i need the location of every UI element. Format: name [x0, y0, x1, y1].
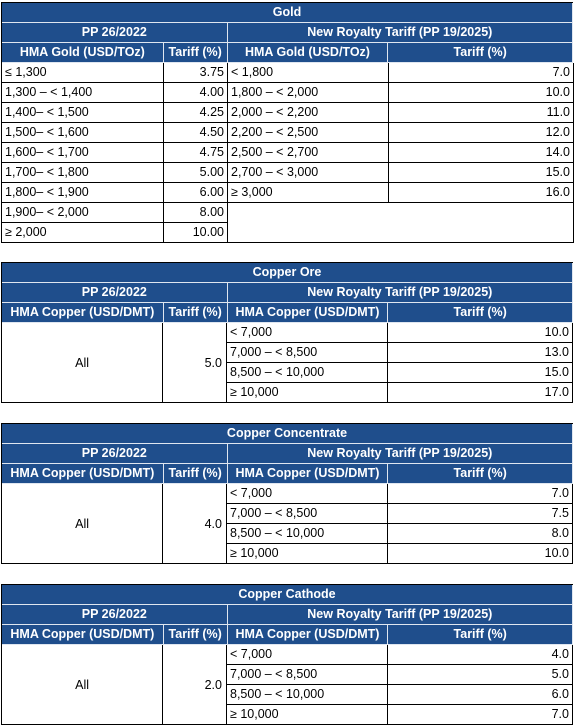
tariff-cell: 6.0: [388, 685, 573, 705]
tariff-cell: 15.0: [389, 163, 574, 183]
copper-ore-old-tariff: [163, 323, 227, 403]
table-row: [227, 484, 573, 504]
tariff-cell: 10.0: [389, 83, 574, 103]
tariff-cell: 6.00: [164, 183, 228, 203]
table-row: [227, 705, 573, 725]
range-cell: < 7,000: [227, 484, 388, 504]
copper-ore-old-regulation: PP 26/2022: [2, 283, 228, 303]
gold-table: [1, 2, 573, 243]
tariff-cell: 5.00: [164, 163, 228, 183]
tariff-cell: 4.50: [164, 123, 228, 143]
copper-concentrate-new-rows: [227, 484, 573, 564]
table-row: [227, 323, 573, 343]
copper-ore-old-range: [2, 323, 163, 403]
copper-concentrate-old-tariff: [163, 484, 227, 564]
range-cell: 1,800– < 1,900: [2, 183, 164, 203]
tariff-cell: 7.0: [389, 63, 574, 83]
table-row: [227, 343, 573, 363]
range-cell: ≥ 10,000: [227, 705, 388, 725]
copper-cathode-old-hma-header: HMA Copper (USD/DMT): [2, 625, 164, 645]
copper-cathode-new-regulation: New Royalty Tariff (PP 19/2025): [228, 605, 573, 625]
copper-cathode-old-range: [2, 645, 163, 725]
tariff-cell: 4.00: [164, 83, 228, 103]
table-row: [228, 163, 574, 183]
copper-concentrate-old-hma-header: HMA Copper (USD/DMT): [2, 464, 164, 484]
copper-cathode-title: Copper Cathode: [2, 585, 573, 605]
table-row: [227, 363, 573, 383]
tariff-cell: 17.0: [388, 383, 573, 403]
range-cell: 2,000 – < 2,200: [228, 103, 389, 123]
range-cell: ≥ 2,000: [2, 223, 164, 243]
tariff-cell: 12.0: [389, 123, 574, 143]
table-row: [228, 183, 574, 203]
tariff-cell: 7.0: [388, 705, 573, 725]
range-cell: 2,500 – < 2,700: [228, 143, 389, 163]
table-row: [2, 183, 228, 203]
tariff-cell: 15.0: [388, 363, 573, 383]
copper-concentrate-new-tariff-header: Tariff (%): [388, 464, 573, 484]
copper-cathode-new-rows: [227, 645, 573, 725]
tariff-cell: 7.5: [388, 504, 573, 524]
tariff-value: 4.0: [204, 516, 222, 531]
table-row: [2, 223, 228, 243]
range-cell: 1,400– < 1,500: [2, 103, 164, 123]
range-cell: 1,700– < 1,800: [2, 163, 164, 183]
tariff-cell: 10.00: [164, 223, 228, 243]
range-cell: 8,500 – < 10,000: [227, 685, 388, 705]
tariff-cell: 3.75: [164, 63, 228, 83]
table-row: [228, 123, 574, 143]
table-row: [227, 524, 573, 544]
copper-concentrate-old-tariff-header: Tariff (%): [164, 464, 228, 484]
range-cell: ≤ 1,300: [2, 63, 164, 83]
range-cell: 1,500– < 1,600: [2, 123, 164, 143]
range-cell: 2,700 – < 3,000: [228, 163, 389, 183]
tariff-cell: 16.0: [389, 183, 574, 203]
copper-concentrate-old-regulation: PP 26/2022: [2, 444, 228, 464]
table-row: [227, 665, 573, 685]
copper-cathode-old-regulation: PP 26/2022: [2, 605, 228, 625]
tariff-cell: 8.0: [388, 524, 573, 544]
range-cell: 1,900– < 2,000: [2, 203, 164, 223]
table-row: [228, 83, 574, 103]
copper-ore-old-hma-header: HMA Copper (USD/DMT): [2, 303, 164, 323]
range-cell: 1,600– < 1,700: [2, 143, 164, 163]
copper-ore-new-tariff-header: Tariff (%): [388, 303, 573, 323]
tariff-value: 5.0: [204, 355, 222, 370]
gold-title: Gold: [2, 3, 573, 23]
copper-concentrate-title: Copper Concentrate: [2, 424, 573, 444]
copper-ore-old-tariff-header: Tariff (%): [164, 303, 228, 323]
range-cell: 7,000 – < 8,500: [227, 343, 388, 363]
tariff-cell: 4.0: [388, 645, 573, 665]
table-row: [2, 143, 228, 163]
copper-cathode-old-tariff: [163, 645, 227, 725]
table-row: [227, 383, 573, 403]
table-row: [227, 645, 573, 665]
table-row: [2, 163, 228, 183]
range-cell: < 7,000: [227, 645, 388, 665]
tariff-cell: 4.25: [164, 103, 228, 123]
copper-cathode-table: [1, 584, 573, 725]
range-cell: ≥ 10,000: [227, 544, 388, 564]
gold-new-rows: [228, 63, 574, 243]
table-row: [2, 203, 228, 223]
tariff-cell: 11.0: [389, 103, 574, 123]
range-cell: ≥ 3,000: [228, 183, 389, 203]
tariff-cell: 5.0: [388, 665, 573, 685]
table-row: [2, 83, 228, 103]
table-row: [228, 63, 574, 83]
table-row: [228, 103, 574, 123]
table-row: [2, 123, 228, 143]
table-row: [2, 103, 228, 123]
tariff-value: 2.0: [204, 677, 222, 692]
range-cell: 2,200 – < 2,500: [228, 123, 389, 143]
gold-old-rows: [2, 63, 228, 243]
table-row: [227, 504, 573, 524]
tariff-cell: 8.00: [164, 203, 228, 223]
copper-ore-new-rows: [227, 323, 573, 403]
range-cell: < 7,000: [227, 323, 388, 343]
copper-ore-new-regulation: New Royalty Tariff (PP 19/2025): [228, 283, 573, 303]
copper-concentrate-new-hma-header: HMA Copper (USD/DMT): [228, 464, 389, 484]
range-value: All: [75, 516, 90, 531]
copper-cathode-old-tariff-header: Tariff (%): [164, 625, 228, 645]
tariff-cell: 14.0: [389, 143, 574, 163]
range-cell: 7,000 – < 8,500: [227, 665, 388, 685]
gold-old-regulation: PP 26/2022: [2, 23, 228, 43]
tariff-cell: 7.0: [388, 484, 573, 504]
range-cell: 1,800 – < 2,000: [228, 83, 389, 103]
tariff-cell: 10.0: [388, 323, 573, 343]
tariff-cell: 13.0: [388, 343, 573, 363]
copper-cathode-new-tariff-header: Tariff (%): [388, 625, 573, 645]
range-cell: 8,500 – < 10,000: [227, 524, 388, 544]
gold-old-tariff-header: Tariff (%): [164, 43, 228, 63]
range-value: All: [75, 677, 90, 692]
gold-old-hma-header: HMA Gold (USD/TOz): [2, 43, 164, 63]
range-cell: ≥ 10,000: [227, 383, 388, 403]
copper-concentrate-table: [1, 423, 573, 564]
copper-ore-title: Copper Ore: [2, 263, 573, 283]
table-row: [2, 63, 228, 83]
range-cell: < 1,800: [228, 63, 389, 83]
copper-concentrate-new-regulation: New Royalty Tariff (PP 19/2025): [228, 444, 573, 464]
copper-cathode-new-hma-header: HMA Copper (USD/DMT): [228, 625, 389, 645]
copper-concentrate-old-range: [2, 484, 163, 564]
table-row: [228, 143, 574, 163]
gold-new-regulation: New Royalty Tariff (PP 19/2025): [228, 23, 573, 43]
gold-new-tariff-header: Tariff (%): [388, 43, 573, 63]
empty-cell: [228, 203, 574, 243]
copper-ore-new-hma-header: HMA Copper (USD/DMT): [228, 303, 389, 323]
tariff-cell: 10.0: [388, 544, 573, 564]
table-row: [227, 685, 573, 705]
gold-new-hma-header: HMA Gold (USD/TOz): [228, 43, 389, 63]
range-cell: 8,500 – < 10,000: [227, 363, 388, 383]
range-cell: 7,000 – < 8,500: [227, 504, 388, 524]
copper-ore-table: [1, 262, 573, 403]
table-row: [227, 544, 573, 564]
tariff-cell: 4.75: [164, 143, 228, 163]
range-cell: 1,300 – < 1,400: [2, 83, 164, 103]
range-value: All: [75, 355, 90, 370]
